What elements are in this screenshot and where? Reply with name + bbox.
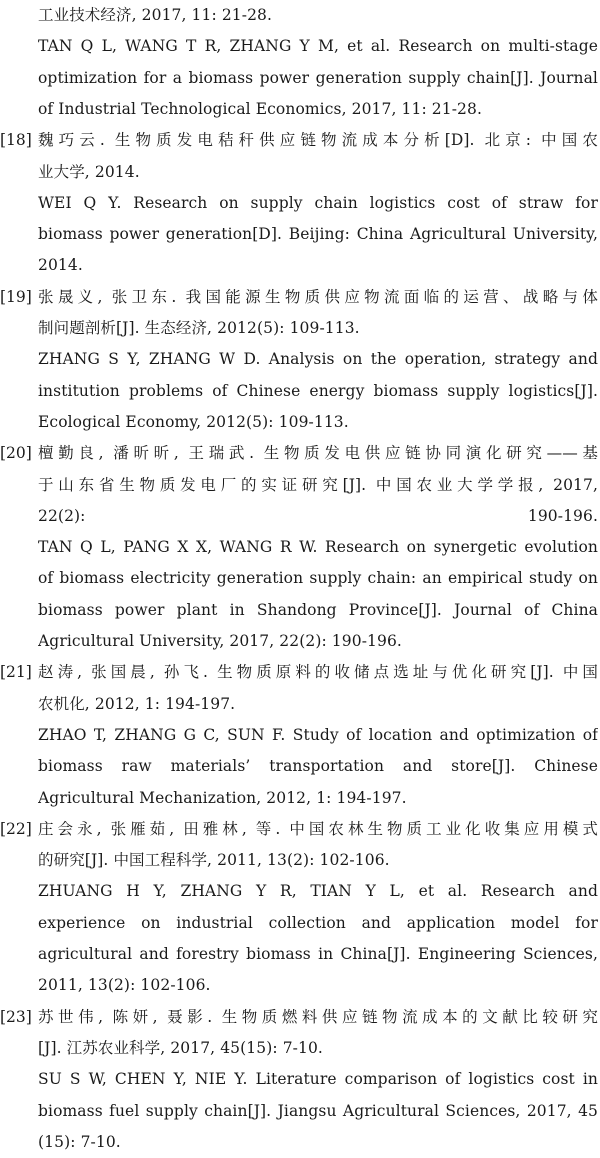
reference-line: 2014.	[38, 256, 83, 275]
reference-line: 苏世伟, 陈妍, 聂影. 生物质燃料供应链物流成本的文献比较研究	[38, 1007, 598, 1026]
reference-line: Agricultural Mechanization, 2012, 1: 194-197.	[38, 788, 407, 807]
reference-line: TAN Q L, PANG X X, WANG R W. Research on synergetic evolution	[38, 538, 598, 557]
reference-line: ZHANG S Y, ZHANG W D. Analysis on the operation, strategy and	[38, 350, 598, 369]
reference-line: Ecological Economy, 2012(5): 109-113.	[38, 412, 349, 431]
reference-line: ZHUANG H Y, ZHANG Y R, TIAN Y L, et al. Research and	[38, 882, 598, 901]
reference-number: [23]	[0, 1007, 32, 1026]
reference-line: 庄会永, 张雁茹, 田雅林, 等. 中国农林生物质工业化收集应用模式	[38, 819, 598, 838]
reference-line: experience on industrial collection and application model for	[38, 913, 598, 932]
reference-line: SU S W, CHEN Y, NIE Y. Literature comparison of logistics cost in	[38, 1070, 598, 1089]
reference-line: [J]. 江苏农业科学, 2017, 45(15): 7-10.	[38, 1038, 323, 1057]
reference-line: biomass fuel supply chain[J]. Jiangsu Agricultural Sciences, 2017, 45	[38, 1101, 598, 1120]
reference-line: optimization for a biomass power generation supply chain[J]. Journal	[38, 68, 598, 87]
reference-line: Agricultural University, 2017, 22(2): 190-196.	[38, 632, 402, 650]
reference-line: of biomass electricity generation supply chain: an empirical study on	[38, 569, 598, 588]
reference-line: 于山东省生物质发电厂的实证研究[J]. 中国农业大学学报, 2017,	[38, 475, 598, 494]
reference-number: [21]	[0, 663, 32, 682]
reference-line: 农机化, 2012, 1: 194-197.	[38, 694, 236, 713]
reference-line: 制问题剖析[J]. 生态经济, 2012(5): 109-113.	[38, 319, 360, 337]
reference-line: ZHAO T, ZHANG G C, SUN F. Study of location and optimization of	[38, 725, 598, 744]
reference-line: 2011, 13(2): 102-106.	[38, 976, 211, 995]
reference-line: 工业技术经济, 2017, 11: 21-28.	[38, 6, 273, 24]
reference-line: of Industrial Technological Economics, 2017, 11: 21-28.	[38, 99, 483, 118]
reference-number: [20]	[0, 444, 32, 463]
reference-line: 的研究[J]. 中国工程科学, 2011, 13(2): 102-106.	[38, 851, 390, 870]
reference-line: TAN Q L, WANG T R, ZHANG Y M, et al. Research on multi-stage	[38, 37, 598, 56]
reference-line: biomass raw materials’ transportation and store[J]. Chinese	[38, 757, 598, 776]
reference-line: (15): 7-10.	[38, 1132, 121, 1151]
reference-number: [18]	[0, 131, 32, 150]
reference-line: biomass power plant in Shandong Province[J]. Journal of China	[38, 600, 598, 619]
reference-line: 22(2): 190-196.	[38, 506, 598, 525]
reference-number: [22]	[0, 819, 32, 838]
reference-line: 魏巧云. 生物质发电秸秆供应链物流成本分析[D]. 北京: 中国农	[38, 131, 598, 150]
reference-line: 赵涛, 张国晨, 孙飞. 生物质原料的收储点选址与优化研究[J]. 中国	[38, 663, 598, 682]
reference-line: institution problems of Chinese energy biomass supply logistics[J].	[38, 381, 598, 400]
reference-line: agricultural and forestry biomass in China[J]. Engineering Sciences,	[38, 945, 598, 963]
reference-line: biomass power generation[D]. Beijing: China Agricultural University,	[38, 225, 598, 244]
reference-line: WEI Q Y. Research on supply chain logistics cost of straw for	[38, 193, 598, 212]
reference-line: 业大学, 2014.	[38, 162, 140, 181]
reference-line: 檀勤良, 潘昕昕, 王瑞武. 生物质发电供应链协同演化研究——基	[38, 444, 598, 463]
reference-line: 张晟义, 张卫东. 我国能源生物质供应物流面临的运营、战略与体	[38, 287, 598, 306]
reference-number: [19]	[0, 287, 32, 306]
